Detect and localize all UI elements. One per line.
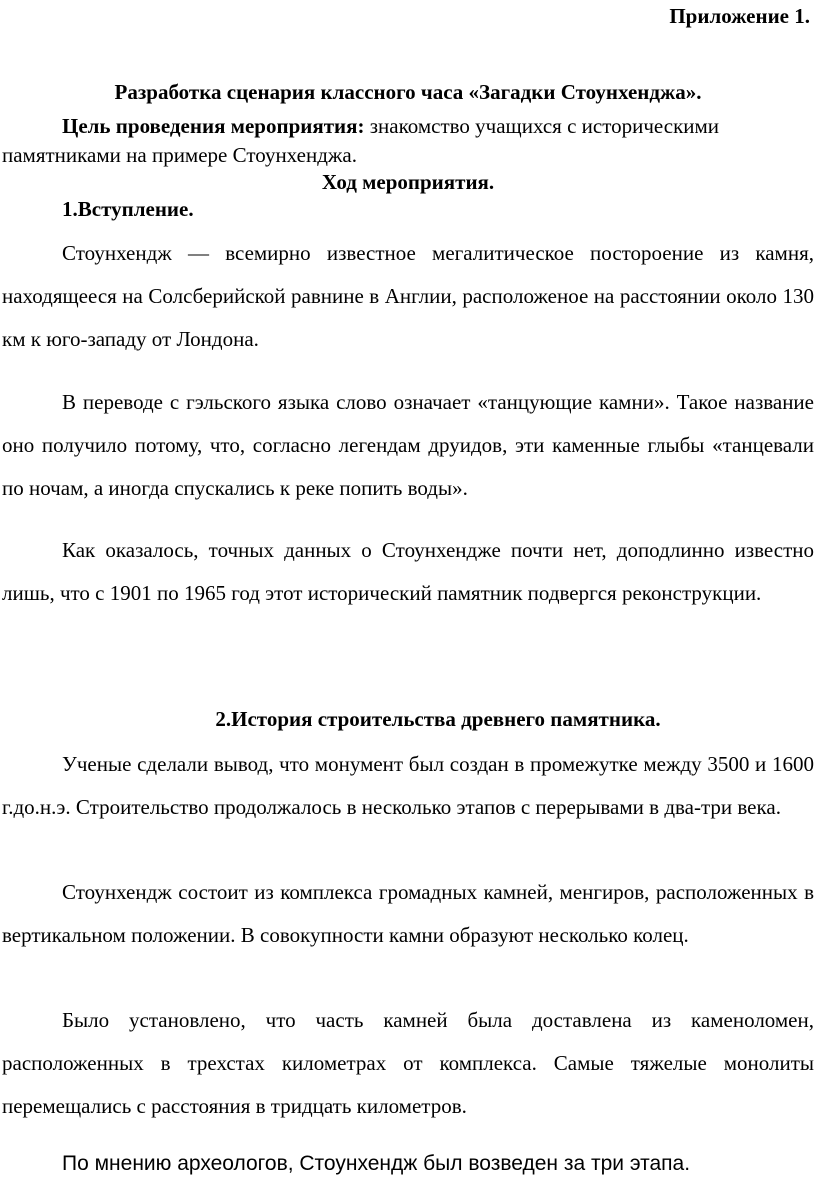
appendix-label: Приложение 1. [669,4,810,28]
paragraph: Стоунхендж состоит из комплекса громадных камней, менгиров, расположенных в вертикальном положении. В совокупности камни образуют несколько колец. [2,880,814,947]
closing-line: По мнению археологов, Стоунхендж был возведен за три этапа. [62,1152,691,1175]
paragraph: В переводе с гэльского языка слово означает «танцующие камни». Такое название оно получило потому, что, согласно легендам друидов, эти каменные глыбы «танцевали по ночам, а иногда спускались к реке попить воды». [2,390,814,500]
goal-paragraph [2,112,814,170]
goal-label: Цель проведения мероприятия: [62,114,365,138]
paragraph: Как оказалось, точных данных о Стоунхендже почти нет, доподлинно известно лишь, что с 1901 по 1965 год этот исторический памятник подвергся реконструкции. [2,538,814,605]
goal-text: знакомство учащихся с историческими памятниками на примере Стоунхенджа. [2,114,720,167]
paragraph: Стоунхендж — всемирно известное мегалитическое постороение из камня, находящееся на Солсберийской равнине в Англии, расположеное на расстоянии около 130 км к юго-западу от Лондона. [2,241,814,351]
progress-heading: Ход мероприятия. [321,170,495,194]
section-2-heading: 2.История строительства древнего памятника. [215,707,661,731]
paragraph: Ученые сделали вывод, что монумент был создан в промежутке между 3500 и 1600 г.до.н.э. Строительство продолжалось в несколько этапов с перерывами в два-три века. [2,752,814,819]
document-title: Разработка сценария классного часа «Загадки Стоунхенджа». [114,80,702,104]
section-1-heading: 1.Вступление. [62,197,194,221]
paragraph: Было установлено, что часть камней была доставлена из каменоломен, расположенных в трехстах километрах от комплекса. Самые тяжелые монолиты перемещались с расстояния в тридцать километров. [2,1008,814,1118]
